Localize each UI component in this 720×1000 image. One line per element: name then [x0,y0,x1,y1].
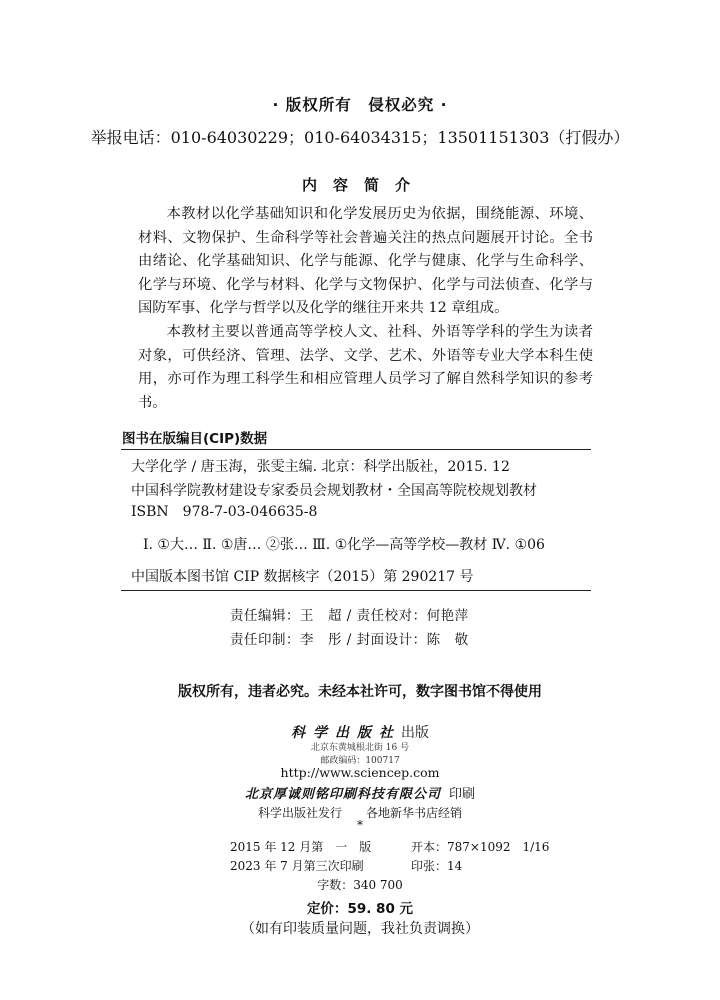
edition-first: 2015 年 12 月第 一 版 [230,840,372,854]
rights-notice: 版权所有，违者必究。未经本社许可，数字图书馆不得使用 [178,684,542,700]
intro-heading: 内容简介 [301,176,426,194]
publisher-logo-text: 科学出版社 [291,725,401,741]
price-value: 59. 80 元 [347,901,414,917]
credits-editors: 责任编辑：王 超 / 责任校对：何艳萍 [230,608,469,624]
printer-suffix: 印刷 [449,787,476,802]
intro-paragraph: 本教材以化学基础知识和化学发展历史为依据，围绕能源、环境、材料、文物保护、生命科学等社会普遍关注的热点问题展开讨论。全书由绪论、化学基础知识、化学与能源、化学与健康、化学与生命科学、化学与环境、化学与材料、化学与文物保护、化学与司法侦查、化学与国防军事、化学与哲学以及化学的继往开来共 12 章组成。 [138,206,593,317]
cip-classification: Ⅰ. ①大… Ⅱ. ①唐… ②张… Ⅲ. ①化学—高等学校—教材 Ⅳ. ①06 [143,537,545,553]
copyright-title: · 版权所有 侵权必究 · [272,96,448,114]
publisher-postcode: 邮政编码：100717 [320,756,400,766]
publisher-address: 北京东黄城根北街 16 号 [310,743,410,753]
cip-bottom-rule [121,590,591,591]
edition-sheets: 印张：14 [411,859,463,873]
price-line [0,897,720,917]
cip-top-rule [121,449,591,450]
edition-word-count: 字数：340 700 [317,878,403,892]
cip-record-number: 中国版本图书馆 CIP 数据核字（2015）第 290217 号 [131,569,474,585]
publisher-line [0,722,720,742]
isbn-number: 978-7-03-046635-8 [182,504,318,520]
printer-line [0,783,720,802]
printer-logo-text: 北京厚诚则铭印刷科技有限公司 [244,787,441,802]
credits-production: 责任印制：李 彤 / 封面设计：陈 敬 [230,632,469,648]
cip-isbn-line [131,504,317,520]
isbn-label: ISBN [131,504,169,520]
cip-title-line: 大学化学 / 唐玉海，张雯主编. 北京：科学出版社，2015. 12 [131,459,510,475]
price-label: 定价： [306,901,348,917]
edition-format: 开本：787×1092 1/16 [411,840,550,854]
piracy-report-hotline: 举报电话：010-64030229；010-64034315；13501151303（打假办） [90,128,630,147]
cip-series-line: 中国科学院教材建设专家委员会规划教材・全国高等院校规划教材 [131,483,537,499]
intro-body [138,203,593,415]
publisher-url: http://www.sciencep.com [280,765,440,780]
intro-paragraph: 本教材主要以普通高等学校人文、社科、外语等学科的学生为读者对象，可供经济、管理、法学、文学、艺术、外语等专业大学本科生使用，亦可作为理工科学生和相应管理人员学习了解自然科学知识的参考书。 [138,323,593,411]
edition-printing: 2023 年 7 月第三次印刷 [230,859,364,873]
quality-guarantee-note: （如有印装质量问题，我社负责调换） [241,921,479,937]
separator-asterisk: * [357,818,363,832]
cip-header: 图书在版编目(CIP)数据 [122,431,268,447]
publisher-suffix: 出版 [401,725,429,741]
distribution-line: 科学出版社发行 各地新华书店经销 [257,806,462,820]
